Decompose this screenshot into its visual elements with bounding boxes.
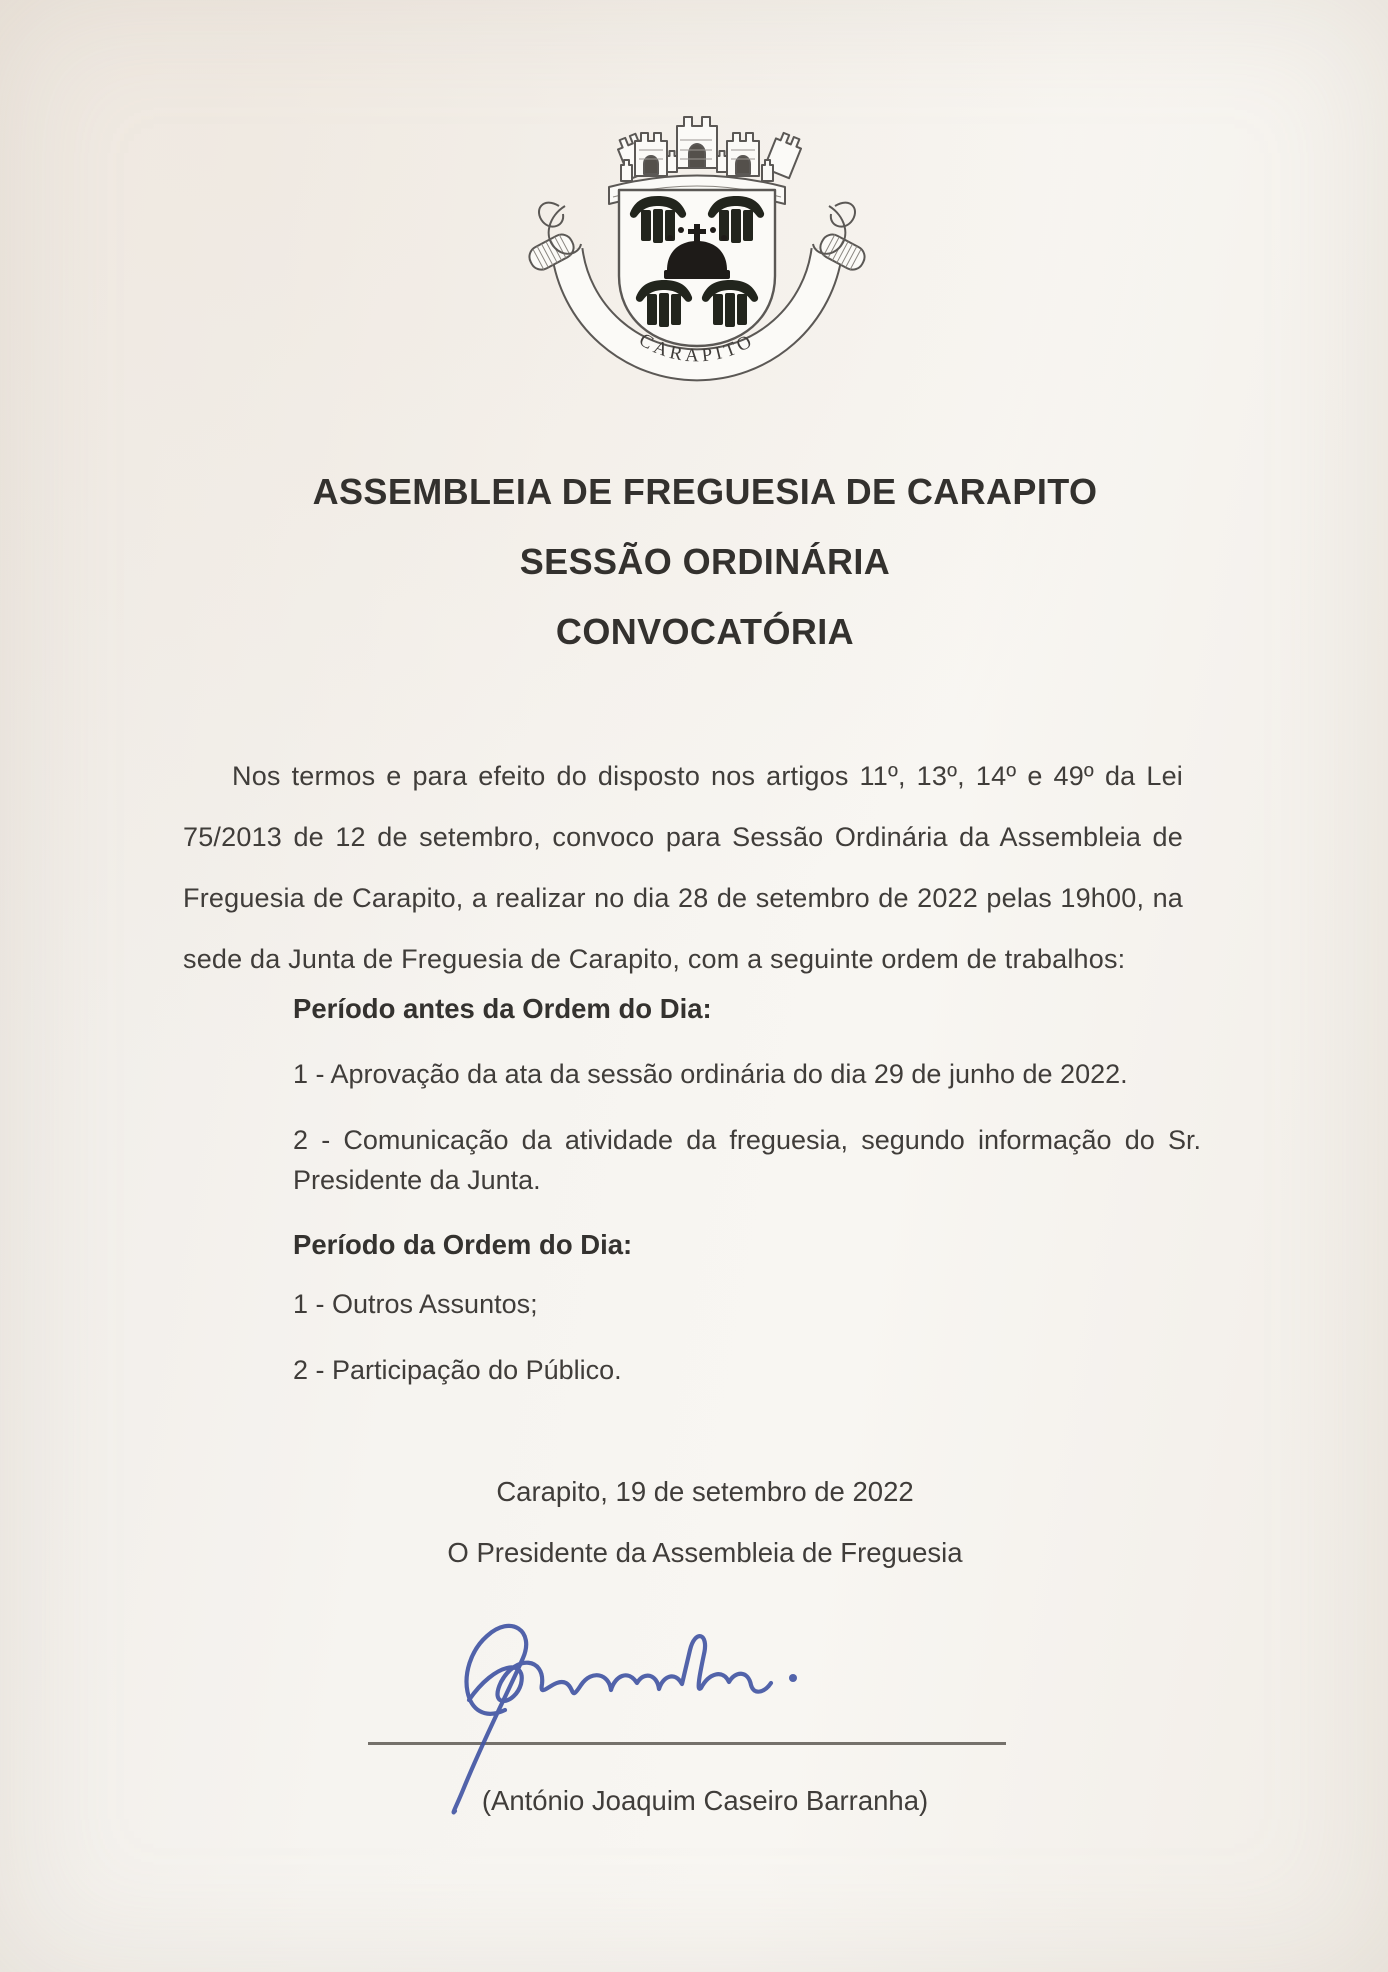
agenda-section-1-heading: Período antes da Ordem do Dia:: [293, 993, 712, 1024]
signature-script-text: [0, 0, 1, 1]
signer-title: O Presidente da Assembleia de Freguesia: [447, 1537, 963, 1568]
banner-text: CARAPITO: [635, 329, 759, 367]
convocation-title: CONVOCATÓRIA: [555, 611, 855, 652]
agenda-section-2-item-2: 2 - Participação do Público.: [293, 1355, 622, 1385]
agenda-section-2-item-1: 1 - Outros Assuntos;: [293, 1289, 538, 1319]
signature-period-dot: [789, 1674, 797, 1682]
session-title: SESSÃO ORDINÁRIA: [519, 541, 891, 582]
document-titles: [192, 470, 1218, 670]
signer-name: (António Joaquim Caseiro Barranha): [481, 1785, 929, 1816]
coat-of-arms: [523, 78, 871, 408]
agenda-section-1-item-1: 1 - Aprovação da ata da sessão ordinária do dia 29 de junho de 2022.: [293, 1059, 1128, 1089]
assembly-title: ASSEMBLEIA DE FREGUESIA DE CARAPITO: [312, 471, 1098, 512]
body-paragraph: Nos termos e para efeito do disposto nos artigos 11º, 13º, 14º e 49º da Lei 75/2013 de 12 de setembro, convoco para Sessão Ordinária da Assembleia de Freguesia de Carapito, a realizar no dia 28 de setembro de 2022 pelas 19h00, na sede da Junta de Freguesia de Carapito, com a seguinte ordem de trabalhos:: [183, 761, 1183, 974]
dateline: Carapito, 19 de setembro de 2022: [496, 1476, 914, 1507]
agenda-section-1-item-2: 2 - Comunicação da atividade da freguesia, segundo informação do Sr. Presidente da Junta.: [293, 1125, 1201, 1195]
agenda-section-2-heading: Período da Ordem do Dia:: [293, 1229, 633, 1260]
